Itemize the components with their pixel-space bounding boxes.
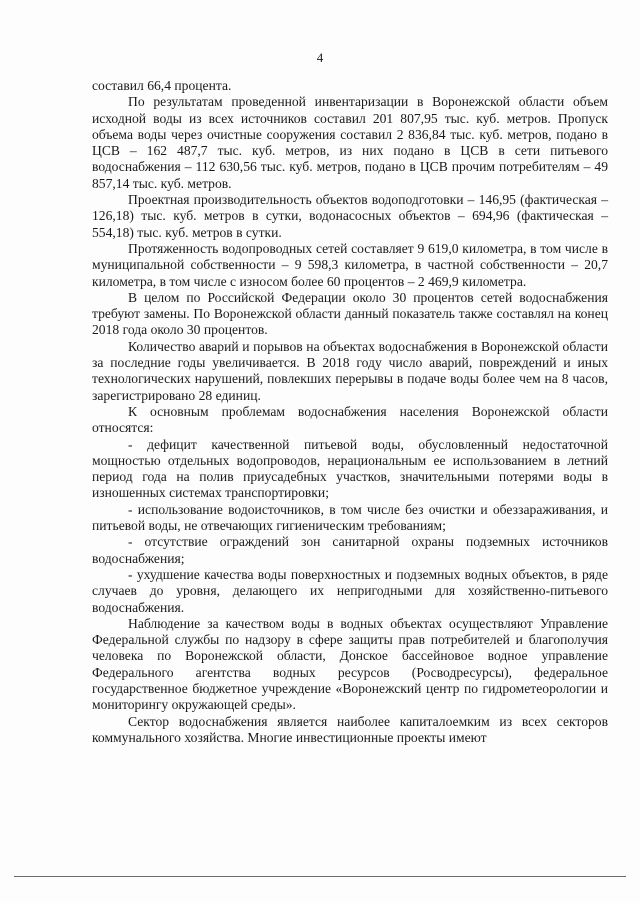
paragraph-continuation: составил 66,4 процента. <box>92 78 232 93</box>
list-item-quality-decline: - ухудшение качества воды поверхностных и подземных водных объектов, в ряде случаев до уровня, делающего их непригодными для хозяйственно-питьевого водоснабжения. <box>92 566 608 615</box>
paragraph-inventory: По результатам проведенной инвентаризации в Воронежской области объем исходной воды из всех источников составил 201 807,95 тыс. куб. метров. Пропуск объема воды через очистные сооружения составил 2 836,84 тыс. куб. метров, подано в ЦСВ – 162 487,7 тыс. куб. метров, из них подано в ЦСВ в сети питьевого водоснабжения – 112 630,56 тыс. куб. метров, подано в ЦСВ прочим потребителям – 49 857,14 тыс. куб. метров. <box>92 94 608 191</box>
paragraph-replacement: В целом по Российской Федерации около 30 процентов сетей водоснабжения требуют замены. По Воронежской области данный показатель также составлял на конец 2018 года около 30 процентов. <box>92 289 608 338</box>
list-item-protection-zones: - отсутствие ограждений зон санитарной охраны подземных источников водоснабжения; <box>92 534 608 566</box>
bottom-divider <box>14 876 626 877</box>
paragraph-problems-intro: К основным проблемам водоснабжения населения Воронежской области относятся: <box>92 403 608 436</box>
document-body <box>92 78 608 746</box>
page-number: 4 <box>316 50 324 65</box>
paragraph-network-length: Протяженность водопроводных сетей составляет 9 619,0 километра, в том числе в муниципальной собственности – 9 598,3 километра, в частной собственности – 20,7 километра, в том числе с износом более 60 процентов – 2 469,9 километра. <box>92 240 608 289</box>
paragraph-capacity: Проектная производительность объектов водоподготовки – 146,95 (фактическая – 126,18) тыс. куб. метров в сутки, водонасосных объектов – 694,96 (фактическая – 554,18) тыс. куб. метров в сутки. <box>92 192 608 240</box>
paragraph-investment: Сектор водоснабжения является наиболее капиталоемким из всех секторов коммунального хозяйства. Многие инвестиционные проекты имеют <box>92 713 608 745</box>
paragraph-accidents: Количество аварий и порывов на объектах водоснабжения в Воронежской области за последние годы увеличивается. В 2018 году число аварий, повреждений и иных технологических нарушений, повлекших перерывы в подаче воды более чем на 8 часов, зарегистрировано 28 единиц. <box>92 338 608 403</box>
list-item-deficit: - дефицит качественной питьевой воды, обусловленный недостаточной мощностью отдельных водопроводов, нерациональным ее использованием в летний период года на полив приусадебных участков, значительными потерями воды в изношенных системах транспортировки; <box>92 436 608 501</box>
list-item-sources: - использование водоисточников, в том числе без очистки и обеззараживания, и питьевой воды, не отвечающих гигиеническим требованиям; <box>92 501 608 534</box>
paragraph-monitoring: Наблюдение за качеством воды в водных объектах осуществляют Управление Федеральной службы по надзору в сфере защиты прав потребителей и благополучия человека по Воронежской области, Донское бассейновое водное управление Федерального агентства водных ресурсов (Росводресурсы), федеральное государственное бюджетное учреждение «Воронежский центр по гидрометеорологии и мониторингу окружающей среды». <box>92 615 608 713</box>
